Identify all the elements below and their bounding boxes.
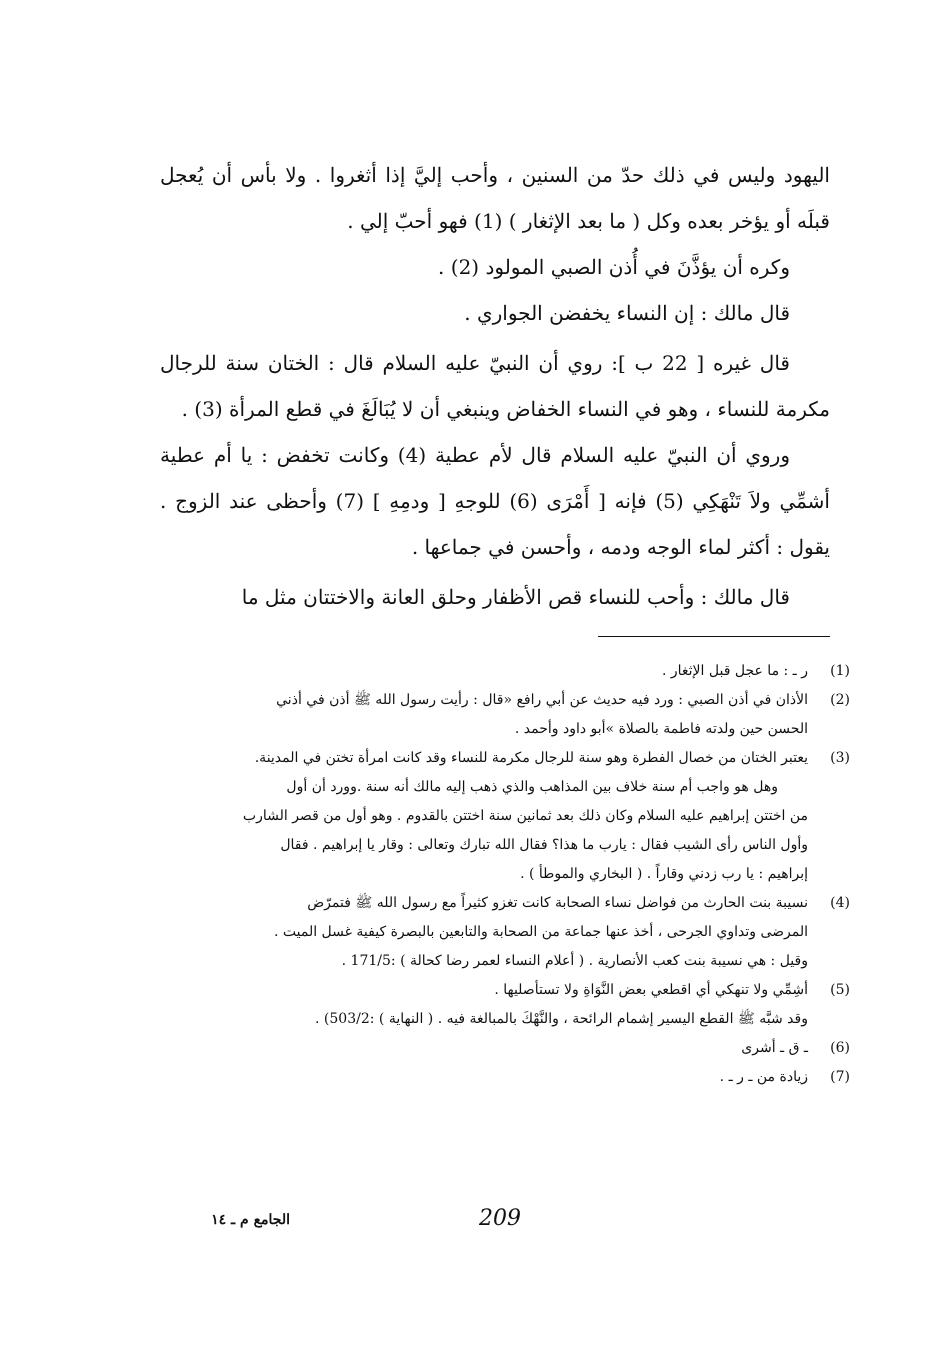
footnote-4 (160, 889, 850, 976)
footnote-line: وقيل : هي نسيبة بنت كعب الأنصارية . ( أعلام النساء لعمر رضا كحالة ) :171/5 . (341, 953, 808, 969)
footnote-5 (160, 976, 850, 1034)
main-text (160, 152, 830, 620)
footnote-number: (4) (830, 895, 850, 911)
footnote-line: وقد شبَّه ﷺ القطع اليسير إشمام الرائحة ، والنَّهْكَ بالمبالغة فيه . ( النهاية ) :503/2) . (315, 1011, 808, 1027)
footnote-line: من اختتن إبراهيم عليه السلام وكان ذلك بعد ثمانين سنة اختتن بالقدوم . وهو أول من قصر الشارب (242, 808, 808, 824)
paragraph-1: اليهود وليس في ذلك حدّ من السنين ، وأحب إليَّ إذا أثغروا . ولا بأس أن يُعجل قبلَه أو يؤخر بعده وكل ( ما بعد الإثغار ) (1) فهو أحبّ إلي . (160, 163, 830, 233)
footnote-line: إبراهيم : يا رب زدني وقاراً . ( البخاري والموطأ ) . (520, 866, 808, 882)
footnote-line: وهل هو واجب أم سنة خلاف بين المذاهب والذي ذهب إليه مالك أنه سنة .وورد أن أول (286, 779, 778, 795)
paragraph-4: قال غيره [ 22 ب ]: روي أن النبيّ عليه السلام قال : الختان سنة للرجال مكرمة للنساء ، وهو في النساء الخفاض وينبغي أن لا يُبَالَغَ في قطع المرأة (3) . (160, 351, 830, 421)
footnote-line: المرضى وتداوي الجرحى ، أخذ عنها جماعة من الصحابة والتابعين بالبصرة كيفية غسل الميت . (273, 924, 808, 940)
footnote-line: ر ـ : ما عجل قبل الإثغار . (661, 663, 808, 679)
page-footer (0, 1200, 932, 1240)
footnote-number: (1) (830, 663, 850, 679)
footnote-line: وأول الناس رأى الشيب فقال : يارب ما هذا؟ فقال الله تبارك وتعالى : وقار يا إبراهيم . فقال (280, 837, 808, 853)
footnote-number: (5) (830, 982, 850, 998)
footnote-2 (160, 686, 850, 744)
footnote-line: ـ ق ـ أشرى (741, 1040, 808, 1056)
footnote-1 (160, 657, 850, 686)
paragraph-5: وروي أن النبيّ عليه السلام قال لأم عطية (4) وكانت تخفض : يا أم عطية أشمِّي ولاَ تَنْهَكِي (5) فإنه [ أَمْرَى (6) للوجهِ [ ودمِهِ ] (7) وأحظى عند الزوج . يقول : أكثر لماء الوجه ودمه ، وأحسن في جماعها . (160, 443, 830, 559)
footnote-3 (160, 744, 850, 889)
signature-mark: الجامع م ـ ١٤ (211, 1212, 290, 1228)
footnote-line: الأذان في أذن الصبي : ورد فيه حديث عن أبي رافع «قال : رأيت رسول الله ﷺ أذن في أذني (276, 692, 808, 708)
footnote-line: زيادة من ـ ر ـ . (719, 1069, 808, 1085)
footnote-line: أشِمِّي ولا تنهكي أي اقطعي بعض النَّوَاةِ ولا تستأصليها . (494, 982, 808, 998)
footnote-number: (3) (830, 750, 850, 766)
footnote-6 (160, 1034, 850, 1063)
page-number: 209 (479, 1206, 521, 1231)
footnote-number: (2) (830, 692, 850, 708)
footnote-divider (598, 636, 830, 637)
paragraph-6: قال مالك : وأحب للنساء قص الأظفار وحلق العانة والاختتان مثل ما (241, 585, 790, 609)
footnote-number: (6) (830, 1040, 850, 1056)
paragraph-3: قال مالك : إن النساء يخفضن الجواري . (464, 301, 790, 325)
footnote-line: نسيبة بنت الحارث من فواضل نساء الصحابة كانت تغزو كثيراً مع رسول الله ﷺ فتمرّض (307, 895, 808, 911)
footnotes (160, 657, 850, 1092)
footnote-7 (160, 1063, 850, 1092)
footnote-line: يعتبر الختان من خصال الفطرة وهو سنة للرجال مكرمة للنساء وقد كانت امرأة تختن في المدينة. (254, 750, 808, 766)
footnote-number: (7) (830, 1069, 850, 1085)
paragraph-2: وكره أن يؤذَّنَ في أُذن الصبي المولود (2) . (438, 255, 790, 279)
footnote-line: الحسن حين ولدته فاطمة بالصلاة »أبو داود وأحمد . (514, 721, 808, 737)
